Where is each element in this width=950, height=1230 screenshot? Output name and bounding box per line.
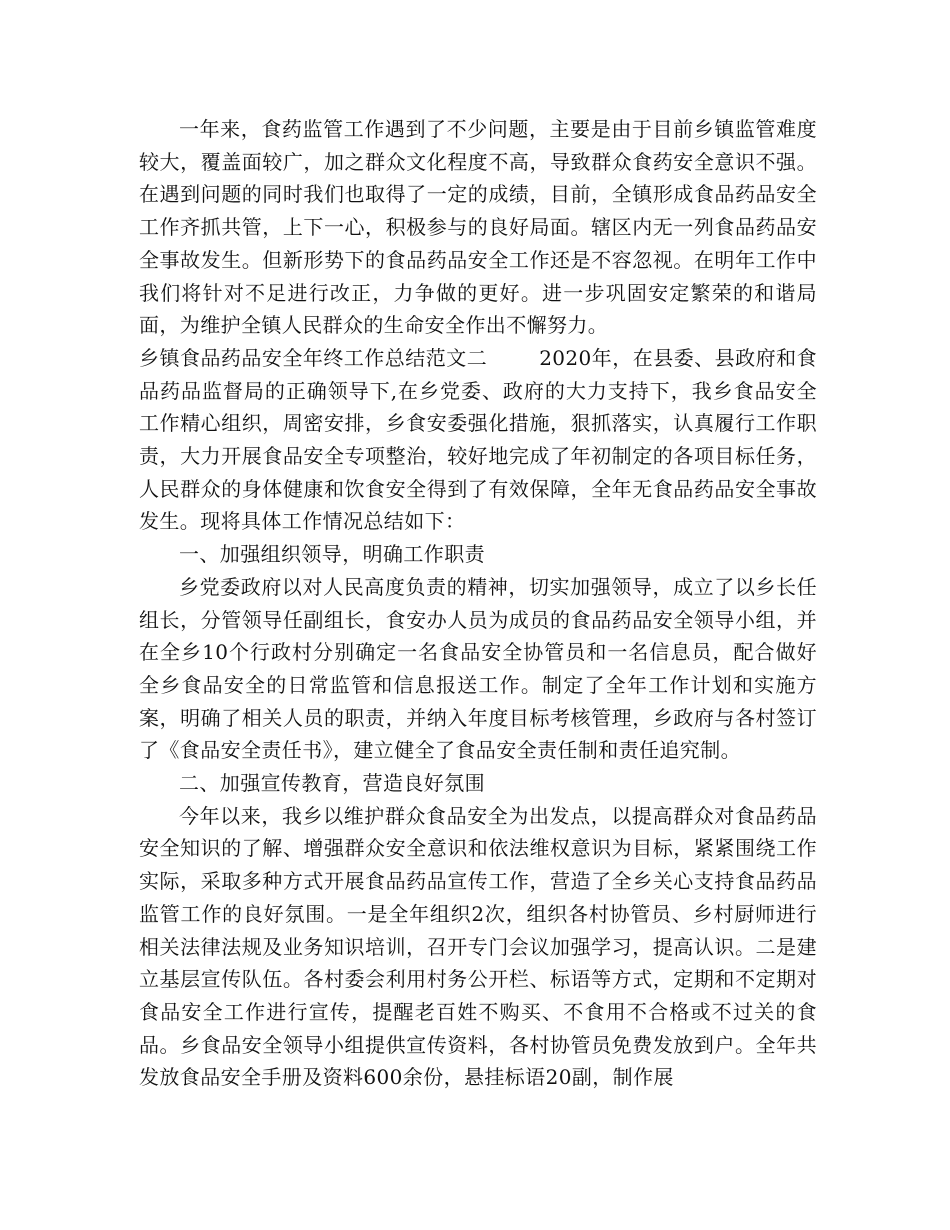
paragraph-summary: 一年来，食药监管工作遇到了不少问题，主要是由于目前乡镇监管难度较大，覆盖面较广，加之群众文化程度不高，导致群众食药安全意识不强。在遇到问题的同时我们也取得了一定的成绩，目前，全镇形成食品药品安全工作齐抓共管，上下一心，积极参与的良好局面。辖区内无一列食品药品安全事故发生。但新形势下的食品药品安全工作还是不容忽视。在明年工作中我们将针对不足进行改正，力争做的更好。进一步巩固安定繁荣的和谐局面，为维护全镇人民群众的生命安全作出不懈努力。 [139,117,817,338]
paragraph-organization: 乡党委政府以对人民高度负责的精神，切实加强领导，成立了以乡长任组长，分管领导任副组长，食安办人员为成员的食品药品安全领导小组，并在全乡10个行政村分别确定一名食品安全协管员和一名信息员，配合做好全乡食品安全的日常监管和信息报送工作。制定了全年工作计划和实施方案，明确了相关人员的职责，并纳入年度目标考核管理，乡政府与各村签订了《食品安全责任书》，建立健全了食品安全责任制和责任追究制。 [139,574,817,763]
example-two-title: 乡镇食品药品安全年终工作总结范文二 [139,345,488,370]
paragraph-publicity: 今年以来，我乡以维护群众食品安全为出发点，以提高群众对食品药品安全知识的了解、增强群众安全意识和依法维权意识为目标，紧紧围绕工作实际，采取多种方式开展食品药品宣传工作，营造了全乡关心支持食品药品监管工作的良好氛围。一是全年组织2次，组织各村协管员、乡村厨师进行相关法律法规及业务知识培训，召开专门会议加强学习，提高认识。二是建立基层宣传队伍。各村委会利用村务公开栏、标语等方式，定期和不定期对食品安全工作进行宣传，提醒老百姓不购买、不食用不合格或不过关的食品。乡食品安全领导小组提供宣传资料，各村协管员免费发放到户。全年共发放食品安全手册及资料600余份，悬挂标语20副，制作展 [139,803,817,1090]
example-two-intro: 2020年，在县委、县政府和食品药品监督局的正确领导下,在乡党委、政府的大力支持下，我乡食品安全工作精心组织，周密安排，乡食安委强化措施，狠抓落实，认真履行工作职责，大力开展食品安全专项整治，较好地完成了年初制定的各项目标任务，人民群众的身体健康和饮食安全得到了有效保障，全年无食品药品安全事故发生。现将具体工作情况总结如下： [139,345,817,534]
section-heading-two: 二、加强宣传教育，营造良好氛围 [179,771,485,796]
paragraph-example-two [139,342,817,538]
document-body [139,113,817,1094]
section-heading-one: 一、加强组织领导，明确工作职责 [179,542,485,567]
